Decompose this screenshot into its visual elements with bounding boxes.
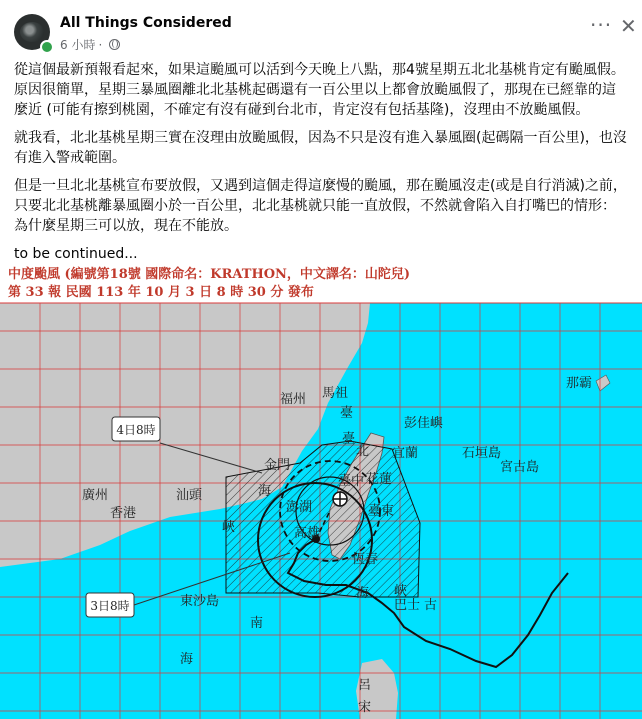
label-hai: 海 bbox=[258, 484, 272, 499]
label-shantou: 汕頭 bbox=[176, 488, 203, 503]
label-tai: 臺 bbox=[340, 406, 354, 421]
post-paragraph-2: 就我看，北北基桃星期三實在沒理由放颱風假，因為不只是沒有進入暴風圈(起碼隔一百公里)，也沒有進入警戒範圍。 bbox=[14, 130, 627, 166]
label-taidong: 臺東 bbox=[368, 504, 395, 519]
label-hai2: 海 bbox=[356, 586, 370, 601]
label-naha: 那霸 bbox=[566, 376, 593, 391]
label-hongkong: 香港 bbox=[110, 506, 137, 521]
continued-text: to be continued... bbox=[14, 246, 138, 262]
author-name[interactable]: All Things Considered bbox=[60, 15, 232, 31]
post-paragraph-1: 從這個最新預報看起來，如果這颱風可以活到今天晚上八點，那4號星期五北北基桃肯定有颱風假。原因很簡單，星期三暴風圈離北北基桃起碼還有一百公里以上都會放颱風假了，那現在已經靠的這麼近 (可能有擦到桃園，不確定有沒有碰到台北市，肯定沒有包括基隆)，沒理由不放颱風假。 bbox=[14, 62, 625, 118]
label-yilan: 宜蘭 bbox=[392, 446, 419, 461]
post-meta: 6 小時 · bbox=[60, 36, 120, 53]
label-xia: 峽 bbox=[222, 520, 236, 535]
post-time[interactable]: 6 小時 bbox=[60, 38, 96, 52]
map-title-line1: 中度颱風 (編號第18號 國際命名：KRATHON，中文譯名：山陀兒) bbox=[8, 267, 411, 282]
label-kinmen: 金門 bbox=[264, 458, 291, 473]
post-paragraph-3: 但是一旦北北基桃宣布要放假，又遇到這個走得這麼慢的颱風，那在颱風沒走(或是自行消滅)之前，只要北北基桃離暴風圈小於一百公里，北北基桃就只能一直放假，不然就會陷入自打嘴巴的情形：為什麼星期三可以放，現在不能放。 bbox=[14, 178, 627, 234]
label-song: 宋 bbox=[358, 700, 372, 715]
label-pengjia: 彭佳嶼 bbox=[404, 416, 444, 431]
globe-icon bbox=[109, 39, 120, 50]
label-tai-upper: 臺 bbox=[342, 432, 356, 447]
label-guangzhou: 廣州 bbox=[82, 488, 109, 503]
label-lu: 呂 bbox=[358, 678, 372, 693]
label-sea: 海 bbox=[180, 652, 194, 667]
label-mazu: 馬祖 bbox=[322, 386, 349, 401]
more-options-icon[interactable]: ··· bbox=[590, 13, 613, 37]
online-status-icon bbox=[40, 40, 54, 54]
close-icon[interactable]: ✕ bbox=[620, 14, 637, 38]
label-xia2: 峽 bbox=[394, 584, 408, 599]
label-taizhong: 臺中 bbox=[338, 474, 365, 489]
post-header bbox=[0, 0, 642, 58]
post-body bbox=[14, 60, 628, 272]
callout-day3-label: 3日8時 bbox=[90, 599, 130, 613]
label-bashi: 巴士 bbox=[394, 598, 421, 613]
label-nan: 南 bbox=[250, 616, 264, 631]
label-dongsha: 東沙島 bbox=[180, 594, 220, 609]
label-fuzhou: 福州 bbox=[280, 392, 307, 407]
label-gu: 古 bbox=[424, 598, 438, 613]
callout-day4-label: 4日8時 bbox=[116, 423, 156, 437]
map-title-line2: 第 33 報 民國 113 年 10 月 3 日 8 時 30 分 發布 bbox=[8, 285, 314, 300]
label-hengchun: 恆春 bbox=[352, 552, 379, 567]
label-gaoxiong: 高雄 bbox=[294, 526, 321, 541]
label-penghu: 澎湖 bbox=[286, 500, 313, 515]
typhoon-forecast-map[interactable] bbox=[0, 263, 642, 719]
label-bei: 北 bbox=[356, 444, 370, 459]
forecast-center-icon bbox=[333, 492, 347, 506]
label-hualian: 花蓮 bbox=[366, 472, 393, 487]
label-ishigaki: 石垣島 bbox=[462, 446, 502, 461]
label-miyako: 宮古島 bbox=[500, 460, 540, 475]
